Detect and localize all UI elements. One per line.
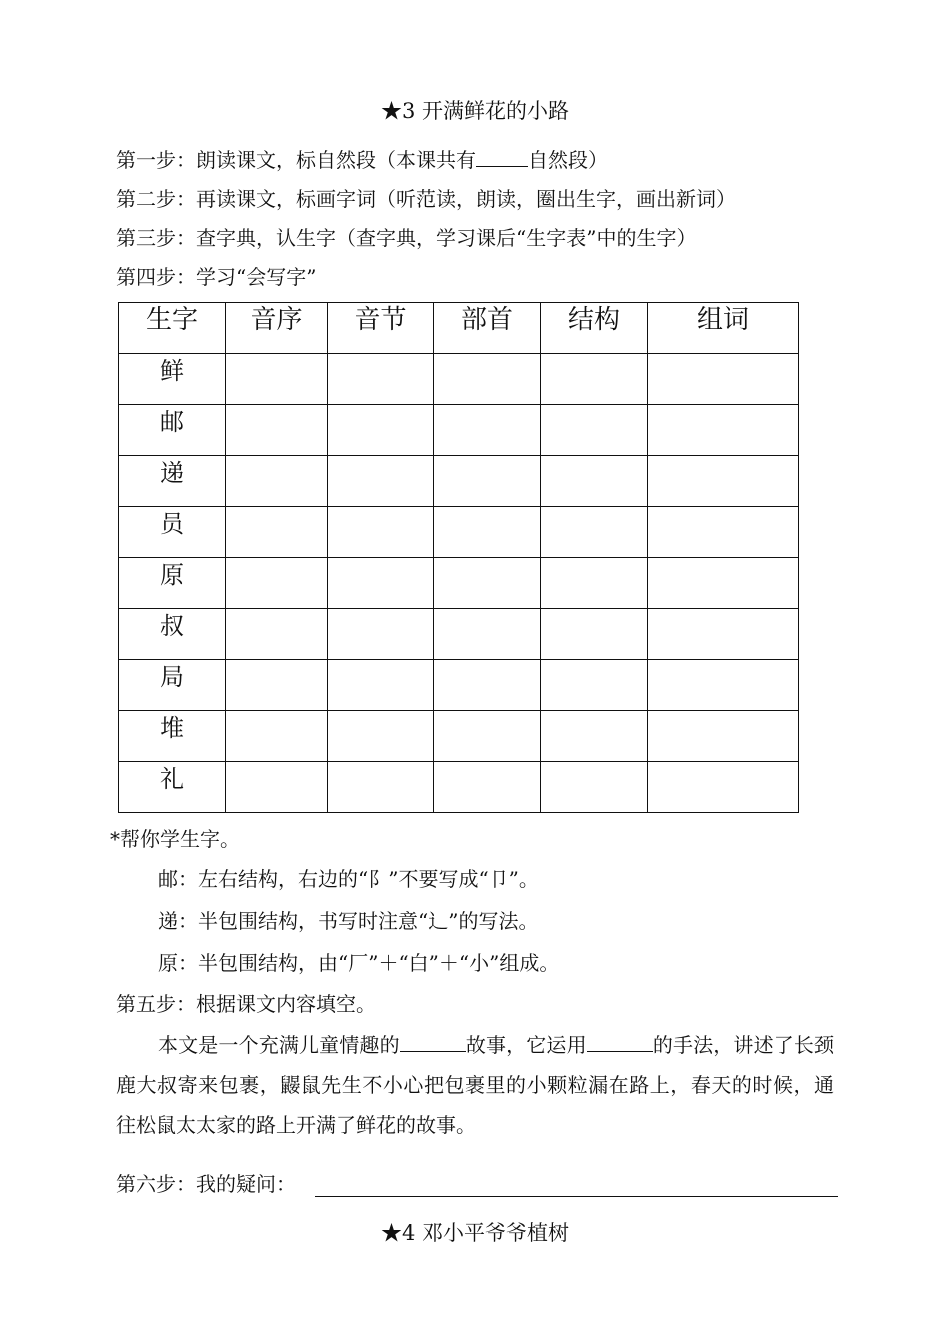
header-cell: 音序: [226, 303, 328, 354]
table-row: [119, 660, 799, 711]
header-cell: 部首: [434, 303, 541, 354]
answer-cell[interactable]: [648, 762, 799, 813]
answer-cell[interactable]: [328, 558, 434, 609]
answer-cell[interactable]: [328, 456, 434, 507]
answer-cell[interactable]: [541, 762, 648, 813]
answer-cell[interactable]: [541, 660, 648, 711]
lesson3-title: ★3 开满鲜花的小路: [380, 99, 570, 123]
technique-blank[interactable]: [587, 1033, 653, 1052]
answer-cell[interactable]: [434, 405, 541, 456]
answer-cell[interactable]: [541, 711, 648, 762]
answer-cell[interactable]: [434, 609, 541, 660]
character-cell: 堆: [119, 711, 226, 762]
character-cell: 鲜: [119, 354, 226, 405]
answer-cell[interactable]: [226, 507, 328, 558]
answer-cell[interactable]: [434, 456, 541, 507]
answer-cell[interactable]: [541, 609, 648, 660]
answer-cell[interactable]: [226, 456, 328, 507]
table-row: [119, 558, 799, 609]
answer-cell[interactable]: [226, 354, 328, 405]
answer-cell[interactable]: [648, 609, 799, 660]
para-part3: 的手法，讲述了长颈鹿大叔寄来包裹，鼹鼠先生不小心把包裹里的小颗粒漏在路上，春天的时候，通往松鼠太太家的路上开满了鲜花的故事。: [116, 1033, 835, 1137]
step4-line: 第四步：学习“会写字”: [116, 265, 317, 289]
answer-cell[interactable]: [328, 405, 434, 456]
answer-cell[interactable]: [541, 456, 648, 507]
answer-cell[interactable]: [328, 711, 434, 762]
story-type-blank[interactable]: [400, 1033, 466, 1052]
answer-cell[interactable]: [226, 711, 328, 762]
table-row: [119, 456, 799, 507]
answer-cell[interactable]: [226, 762, 328, 813]
step1-text: 第一步：朗读课文，标自然段（本课共有: [116, 148, 476, 172]
answer-cell[interactable]: [648, 660, 799, 711]
step6-line: 第六步：我的疑问：: [116, 1172, 296, 1196]
table-row: [119, 507, 799, 558]
answer-cell[interactable]: [434, 507, 541, 558]
answer-cell[interactable]: [328, 660, 434, 711]
answer-cell[interactable]: [541, 405, 648, 456]
step2-line: 第二步：再读课文，标画字词（听范读，朗读，圈出生字，画出新词）: [116, 187, 736, 211]
characters-table: [118, 302, 799, 813]
answer-cell[interactable]: [648, 405, 799, 456]
character-cell: 礼: [119, 762, 226, 813]
header-cell: 组词: [648, 303, 799, 354]
table-row: [119, 405, 799, 456]
step5-line: 第五步：根据课文内容填空。: [116, 992, 376, 1016]
character-cell: 原: [119, 558, 226, 609]
help-item-di: 递：半包围结构，书写时注意“辶”的写法。: [158, 909, 539, 933]
answer-cell[interactable]: [434, 558, 541, 609]
character-cell: 局: [119, 660, 226, 711]
question-answer-line[interactable]: [315, 1174, 838, 1197]
answer-cell[interactable]: [648, 711, 799, 762]
character-cell: 邮: [119, 405, 226, 456]
answer-cell[interactable]: [226, 558, 328, 609]
table-header-row: [119, 303, 799, 354]
answer-cell[interactable]: [226, 609, 328, 660]
paragraph-count-blank[interactable]: [476, 148, 528, 167]
answer-cell[interactable]: [434, 711, 541, 762]
table-row: [119, 711, 799, 762]
table-row: [119, 354, 799, 405]
table-row: [119, 762, 799, 813]
answer-cell[interactable]: [226, 405, 328, 456]
para-part1: 本文是一个充满儿童情趣的: [158, 1033, 400, 1057]
answer-cell[interactable]: [434, 762, 541, 813]
step3-line: 第三步：查字典，认生字（查字典，学习课后“生字表”中的生字）: [116, 226, 697, 250]
header-cell: 音节: [328, 303, 434, 354]
answer-cell[interactable]: [648, 507, 799, 558]
answer-cell[interactable]: [541, 507, 648, 558]
help-item-yuan: 原：半包围结构，由“厂”＋“白”＋“小”组成。: [158, 951, 560, 975]
help-item-you: 邮：左右结构，右边的“阝”不要写成“卩”。: [158, 867, 539, 891]
table-row: [119, 609, 799, 660]
para-part2: 故事，它运用: [465, 1033, 587, 1057]
character-cell: 递: [119, 456, 226, 507]
step1-line: [116, 147, 608, 173]
help-title: *帮你学生字。: [110, 827, 240, 851]
answer-cell[interactable]: [328, 609, 434, 660]
answer-cell[interactable]: [541, 558, 648, 609]
answer-cell[interactable]: [434, 660, 541, 711]
answer-cell[interactable]: [541, 354, 648, 405]
character-cell: 叔: [119, 609, 226, 660]
header-cell: 生字: [119, 303, 226, 354]
header-cell: 结构: [541, 303, 648, 354]
answer-cell[interactable]: [328, 762, 434, 813]
answer-cell[interactable]: [434, 354, 541, 405]
lesson4-title: ★4 邓小平爷爷植树: [380, 1221, 570, 1245]
answer-cell[interactable]: [328, 354, 434, 405]
answer-cell[interactable]: [648, 354, 799, 405]
answer-cell[interactable]: [226, 660, 328, 711]
fill-in-paragraph: [116, 1025, 834, 1145]
answer-cell[interactable]: [648, 558, 799, 609]
answer-cell[interactable]: [328, 507, 434, 558]
character-cell: 员: [119, 507, 226, 558]
step1-suffix: 自然段）: [528, 148, 608, 172]
answer-cell[interactable]: [648, 456, 799, 507]
